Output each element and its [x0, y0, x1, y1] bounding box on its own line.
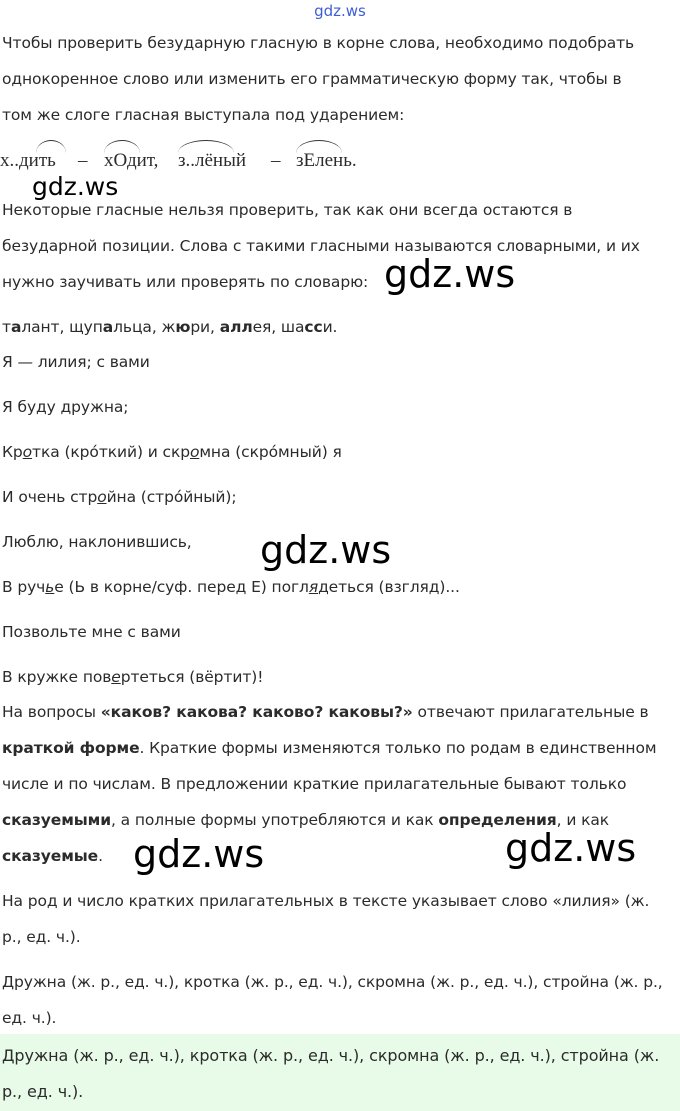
rule-line-4: сказуемыми, а полные формы употребляются и как определения, и как [2, 811, 610, 829]
poem-line-2: Я буду дружна; [2, 398, 129, 416]
poem-line-5: Люблю, наклонившись, [2, 533, 192, 551]
example-word-3: з..лёный [178, 150, 247, 171]
rule-line-1: На вопросы «каков? какова? каково? каковы?» отвечают прилагательные в [2, 703, 649, 721]
watermark-4: gdz.ws [133, 832, 265, 876]
rule-line-3: числе и по числам. В предложении краткие прилагательные бывают только [2, 775, 627, 793]
poem-line-3: Кротка (кро́ткий) и скромна (скро́мный) я [2, 443, 342, 461]
intro-line-1: Чтобы проверить безударную гласную в корне слова, необходимо подобрать [2, 34, 635, 52]
intro-line-2: однокоренное слово или изменить его грамматическую форму так, чтобы в [2, 70, 622, 88]
watermark-5: gdz.ws [505, 826, 637, 870]
top-watermark: gdz.ws [314, 2, 366, 20]
example-word-2: хОдит, [104, 150, 159, 171]
poem-line-8: В кружке повертеться (вёртит)! [2, 668, 264, 686]
answer-line-2: р., ед. ч.). [2, 1082, 84, 1101]
dictionary-line-1: Некоторые гласные нельзя проверить, так как они всегда остаются в [2, 201, 573, 219]
answer-line-1: Дружна (ж. р., ед. ч.), кротка (ж. р., ед. ч.), скромна (ж. р., ед. ч.), стройна (ж. [2, 1046, 660, 1065]
intro-line-3: том же слоге гласная выступала под ударением: [2, 106, 405, 124]
rule-line-2: краткой форме. Краткие формы изменяются только по родам в единственном [2, 739, 657, 757]
example-word-1: х..дить [0, 150, 56, 171]
rule-line-5: сказуемые. [2, 847, 103, 865]
poem-line-4: И очень стройна (стро́йный); [2, 488, 237, 506]
watermark-1: gdz.ws [32, 172, 119, 201]
poem-line-1: Я — лилия; с вами [2, 353, 150, 371]
dictionary-line-2: безударной позиции. Слова с такими гласными называются словарными, и их [2, 237, 640, 255]
example-dash-1: – [78, 150, 88, 171]
watermark-2: gdz.ws [384, 252, 516, 296]
dictionary-words: талант, щупальца, жюри, аллея, шасси. [2, 318, 338, 336]
example-dash-2: – [271, 150, 281, 171]
watermark-3: gdz.ws [260, 528, 392, 572]
poem-line-6: В ручье (Ь в корне/суф. перед Е) поглядеться (взгляд)... [2, 578, 460, 596]
analysis-line-3: Дружна (ж. р., ед. ч.), кротка (ж. р., ед. ч.), скромна (ж. р., ед. ч.), стройна (ж. р., [2, 973, 663, 991]
dictionary-line-3: нужно заучивать или проверять по словарю: [2, 273, 369, 291]
analysis-line-4: ед. ч.). [2, 1009, 57, 1027]
example-word-4: зЕлень. [296, 150, 357, 171]
analysis-line-1: На род и число кратких прилагательных в тексте указывает слово «лилия» (ж. [2, 892, 650, 910]
analysis-line-2: р., ед. ч.). [2, 928, 81, 946]
poem-line-7: Позвольте мне с вами [2, 623, 181, 641]
